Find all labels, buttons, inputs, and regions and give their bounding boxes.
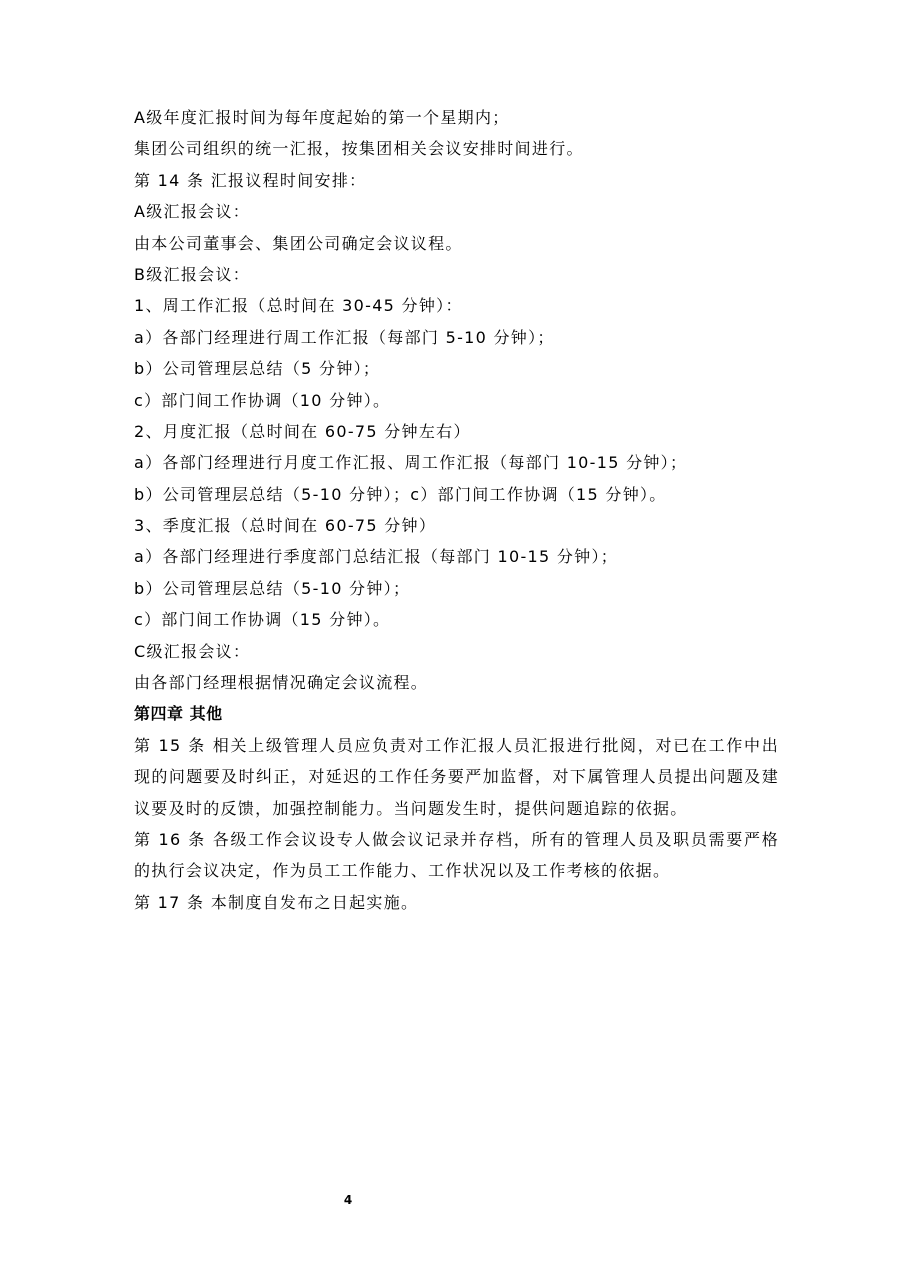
article-14-title: 第 14 条 汇报议程时间安排： [134,170,367,190]
text-line: c）部门间工作协调（15 分钟）。 [134,610,391,630]
text-line: B级汇报会议： [134,264,251,284]
text-line: 1、周工作汇报（总时间在 30-45 分钟）： [134,296,463,316]
text-line: a）各部门经理进行月度工作汇报、周工作汇报（每部门 10-15 分钟）； [134,453,688,473]
article-15-paragraph: 第 15 条 相关上级管理人员应负责对工作汇报人员汇报进行批阅，对已在工作中出现的问题要及时纠正，对延迟的工作任务要严加监督，对下属管理人员提出问题及建议要及时的反馈，加强控制能力。当问题发生时，提供问题追踪的依据。 [134,735,779,818]
article-16-paragraph: 第 16 条 各级工作会议设专人做会议记录并存档，所有的管理人员及职员需要严格的执行会议决定，作为员工工作能力、工作状况以及工作考核的依据。 [134,830,779,881]
text-line: 3、季度汇报（总时间在 60-75 分钟） [134,516,437,536]
text-line: b）公司管理层总结（5-10 分钟）； [134,578,411,598]
text-line: C级汇报会议： [134,641,251,661]
text-line: c）部门间工作协调（10 分钟）。 [134,390,391,410]
text-line: 由本公司董事会、集团公司确定会议议程。 [134,233,463,253]
text-line: 集团公司组织的统一汇报，按集团相关会议安排时间进行。 [134,139,584,159]
text-line: 由各部门经理根据情况确定会议流程。 [134,673,429,693]
text-line: 2、月度汇报（总时间在 60-75 分钟左右） [134,421,471,441]
text-line: a）各部门经理进行周工作汇报（每部门 5-10 分钟）； [134,327,555,347]
text-line: A级年度汇报时间为每年度起始的第一个星期内； [134,108,510,127]
text-line: b）公司管理层总结（5-10 分钟）；c）部门间工作协调（15 分钟）。 [134,484,667,504]
text-line: A级汇报会议： [134,202,251,222]
article-17-paragraph: 第 17 条 本制度自发布之日起实施。 [134,892,419,912]
document-body [134,102,779,918]
text-line: a）各部门经理进行季度部门总结汇报（每部门 10-15 分钟）； [134,547,619,567]
chapter-heading: 第四章 其他 [134,704,223,724]
text-line: b）公司管理层总结（5 分钟）； [134,359,381,379]
page-number: 4 [343,1193,353,1207]
